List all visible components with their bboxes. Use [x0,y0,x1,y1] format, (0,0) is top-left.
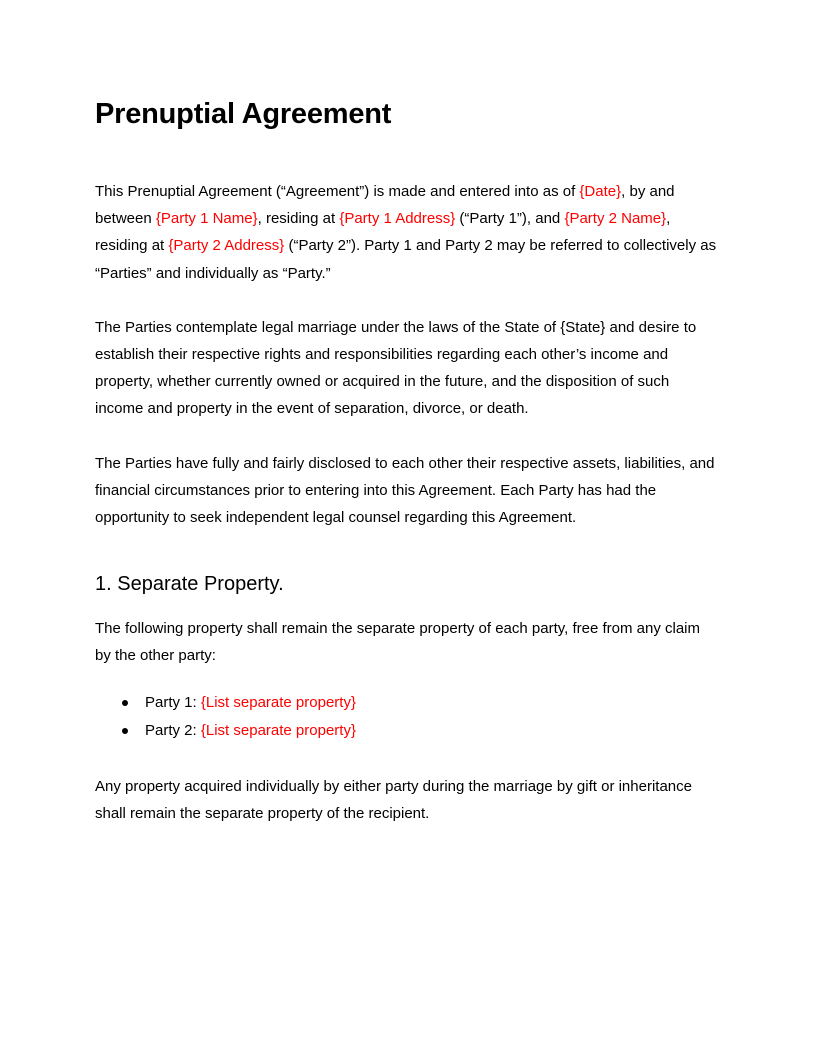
paragraph-disclosure: The Parties have fully and fairly disclosed to each other their respective assets, liabilities, and financial circumstances prior to entering into this Agreement. Each Party has had the opportunity to seek independent legal counsel regarding this Agreement. [95,454,715,527]
paragraph-1-text-4: (“Party 1”), and [455,210,565,228]
spacer [95,132,720,178]
placeholder-list-separate-property: {List separate property} [200,693,356,711]
placeholder-list-separate-property: {List separate property} [200,721,356,739]
placeholder-date: {Date} [579,183,622,200]
placeholder-party-1-address: {Party 1 Address} [339,210,456,228]
paragraph-1-text-3: , residing at [257,210,340,228]
paragraph-1-text-2: , by and between [95,183,675,228]
paragraph-2-text-2: and desire to establish their respective rights and responsibilities regarding each other’s income and property, whether currently owned or acquired in the future, and the disposition of such income and property in the event of separation, divorce, or death. [95,318,697,418]
placeholder-party-2-name: {Party 2 Name} [564,210,667,228]
placeholder-party-2-address: {Party 2 Address} [168,237,285,255]
section-heading-separate-property: 1. Separate Property. [95,573,284,596]
page-title: Prenuptial Agreement [95,98,392,130]
spacer [95,423,720,450]
spacer [95,670,720,689]
spacer [95,287,720,314]
spacer [95,598,720,615]
paragraph-separate-property-intro: The following property shall remain the separate property of each party, free from any claim by the other party: [95,620,701,665]
paragraph-1-text-6: (“Party 2”). Party 1 and Party 2 may be referred to collectively as “Parties” and individually as “Party.” [95,237,717,282]
spacer [95,531,720,570]
paragraph-parties-intro [95,178,720,287]
separate-property-list [95,689,720,745]
spacer [95,745,720,773]
paragraph-1-text-1: This Prenuptial Agreement (“Agreement”) is made and entered into as of [95,183,580,200]
list-item [95,717,720,745]
bullet-icon [122,700,128,706]
paragraph-1-text-5: , residing at [95,210,671,255]
paragraph-2-text-1: The Parties contemplate legal marriage under the laws of the State of [95,318,561,336]
bullet-icon [122,728,128,734]
list-item-label: Party 1: [145,693,201,711]
paragraph-gift-inheritance: Any property acquired individually by either party during the marriage by gift or inheritance shall remain the separate property of the recipient. [95,777,692,822]
list-item-label: Party 2: [145,721,201,739]
list-item [95,689,720,717]
placeholder-party-1-name: {Party 1 Name} [155,210,258,228]
paragraph-marriage-contemplation [95,314,720,423]
placeholder-state: {State} [560,318,606,336]
